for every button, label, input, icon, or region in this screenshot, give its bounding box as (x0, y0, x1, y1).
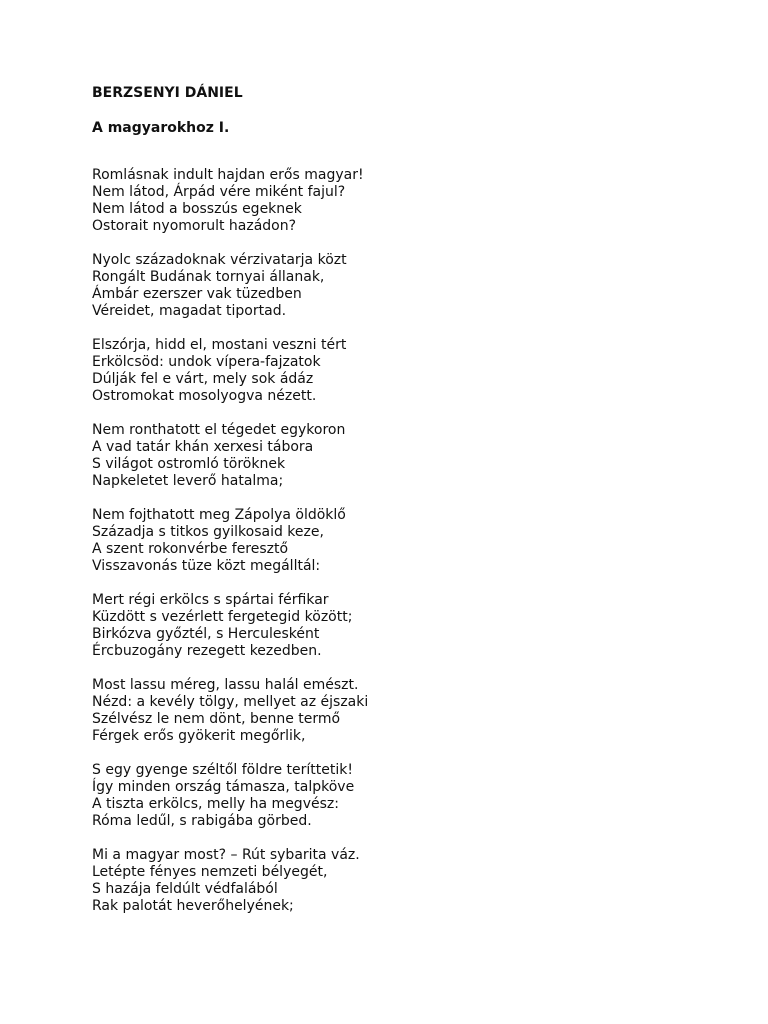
poem-line: A szent rokonvérbe feresztő (92, 541, 289, 557)
poem-line: Ércbuzogány rezegett kezedben. (92, 643, 322, 659)
poem-line: Nyolc századoknak vérzivatarja közt (92, 252, 347, 268)
poem-line: Erkölcsöd: undok vípera-fajzatok (92, 354, 321, 370)
poem-line: Nem látod, Árpád vére miként fajul? (92, 184, 346, 200)
poem-line: Birkózva győztél, s Herculesként (92, 626, 320, 642)
poem-line: Visszavonás tüze közt megálltál: (92, 558, 321, 574)
poem-line: S hazája feldúlt védfalából (92, 881, 278, 897)
poem-line: Romlásnak indult hajdan erős magyar! (92, 167, 364, 183)
stanza (92, 422, 732, 490)
poem-line: Napkeletet leverő hatalma; (92, 473, 284, 489)
poem-line: Mi a magyar most? – Rút sybarita váz. (92, 847, 360, 863)
poem-line: Nézd: a kevély tölgy, mellyet az éjszaki (92, 694, 369, 710)
stanza (92, 592, 732, 660)
poem-line: A tiszta erkölcs, melly ha megvész: (92, 796, 339, 812)
poem-line: Ostorait nyomorult hazádon? (92, 218, 297, 234)
stanza (92, 762, 732, 830)
stanza (92, 337, 732, 405)
poem-line: Így minden ország támasza, talpköve (92, 779, 355, 795)
poem-line: Most lassu méreg, lassu halál emészt. (92, 677, 359, 693)
poem-line: Századja s titkos gyilkosaid keze, (92, 524, 324, 540)
poem-line: Véreidet, magadat tiportad. (92, 303, 287, 319)
poem-line: Nem ronthatott el tégedet egykoron (92, 422, 346, 438)
poem-line: Szélvész le nem dönt, benne termő (92, 711, 341, 727)
poem-body (92, 167, 732, 915)
author-name: BERZSENYI DÁNIEL (92, 85, 243, 101)
stanza (92, 167, 732, 235)
poem-line: S világot ostromló töröknek (92, 456, 286, 472)
stanza (92, 252, 732, 320)
poem-line: Elszórja, hidd el, mostani veszni tért (92, 337, 347, 353)
poem-line: Nem fojthatott meg Zápolya öldöklő (92, 507, 346, 523)
stanza (92, 677, 732, 745)
poem-line: Ostromokat mosolyogva nézett. (92, 388, 317, 404)
stanza (92, 847, 732, 915)
poem-line: Nem látod a bosszús egeknek (92, 201, 302, 217)
poem-line: Róma ledűl, s rabigába görbed. (92, 813, 312, 829)
document-page (92, 83, 732, 932)
poem-title: A magyarokhoz I. (92, 120, 230, 136)
poem-line: Dúlják fel e várt, mely sok ádáz (92, 371, 314, 387)
poem-line: Letépte fényes nemzeti bélyegét, (92, 864, 328, 880)
poem-line: Küzdött s vezérlett fergetegid között; (92, 609, 353, 625)
poem-line: Mert régi erkölcs s spártai férfikar (92, 592, 329, 608)
poem-line: Rak palotát heverőhelyének; (92, 898, 294, 914)
poem-line: S egy gyenge széltől földre teríttetik! (92, 762, 353, 778)
poem-line: A vad tatár khán xerxesi tábora (92, 439, 314, 455)
stanza (92, 507, 732, 575)
poem-line: Férgek erős gyökerit megőrlik, (92, 728, 306, 744)
poem-line: Ámbár ezerszer vak tüzedben (92, 286, 302, 302)
poem-line: Rongált Budának tornyai állanak, (92, 269, 325, 285)
